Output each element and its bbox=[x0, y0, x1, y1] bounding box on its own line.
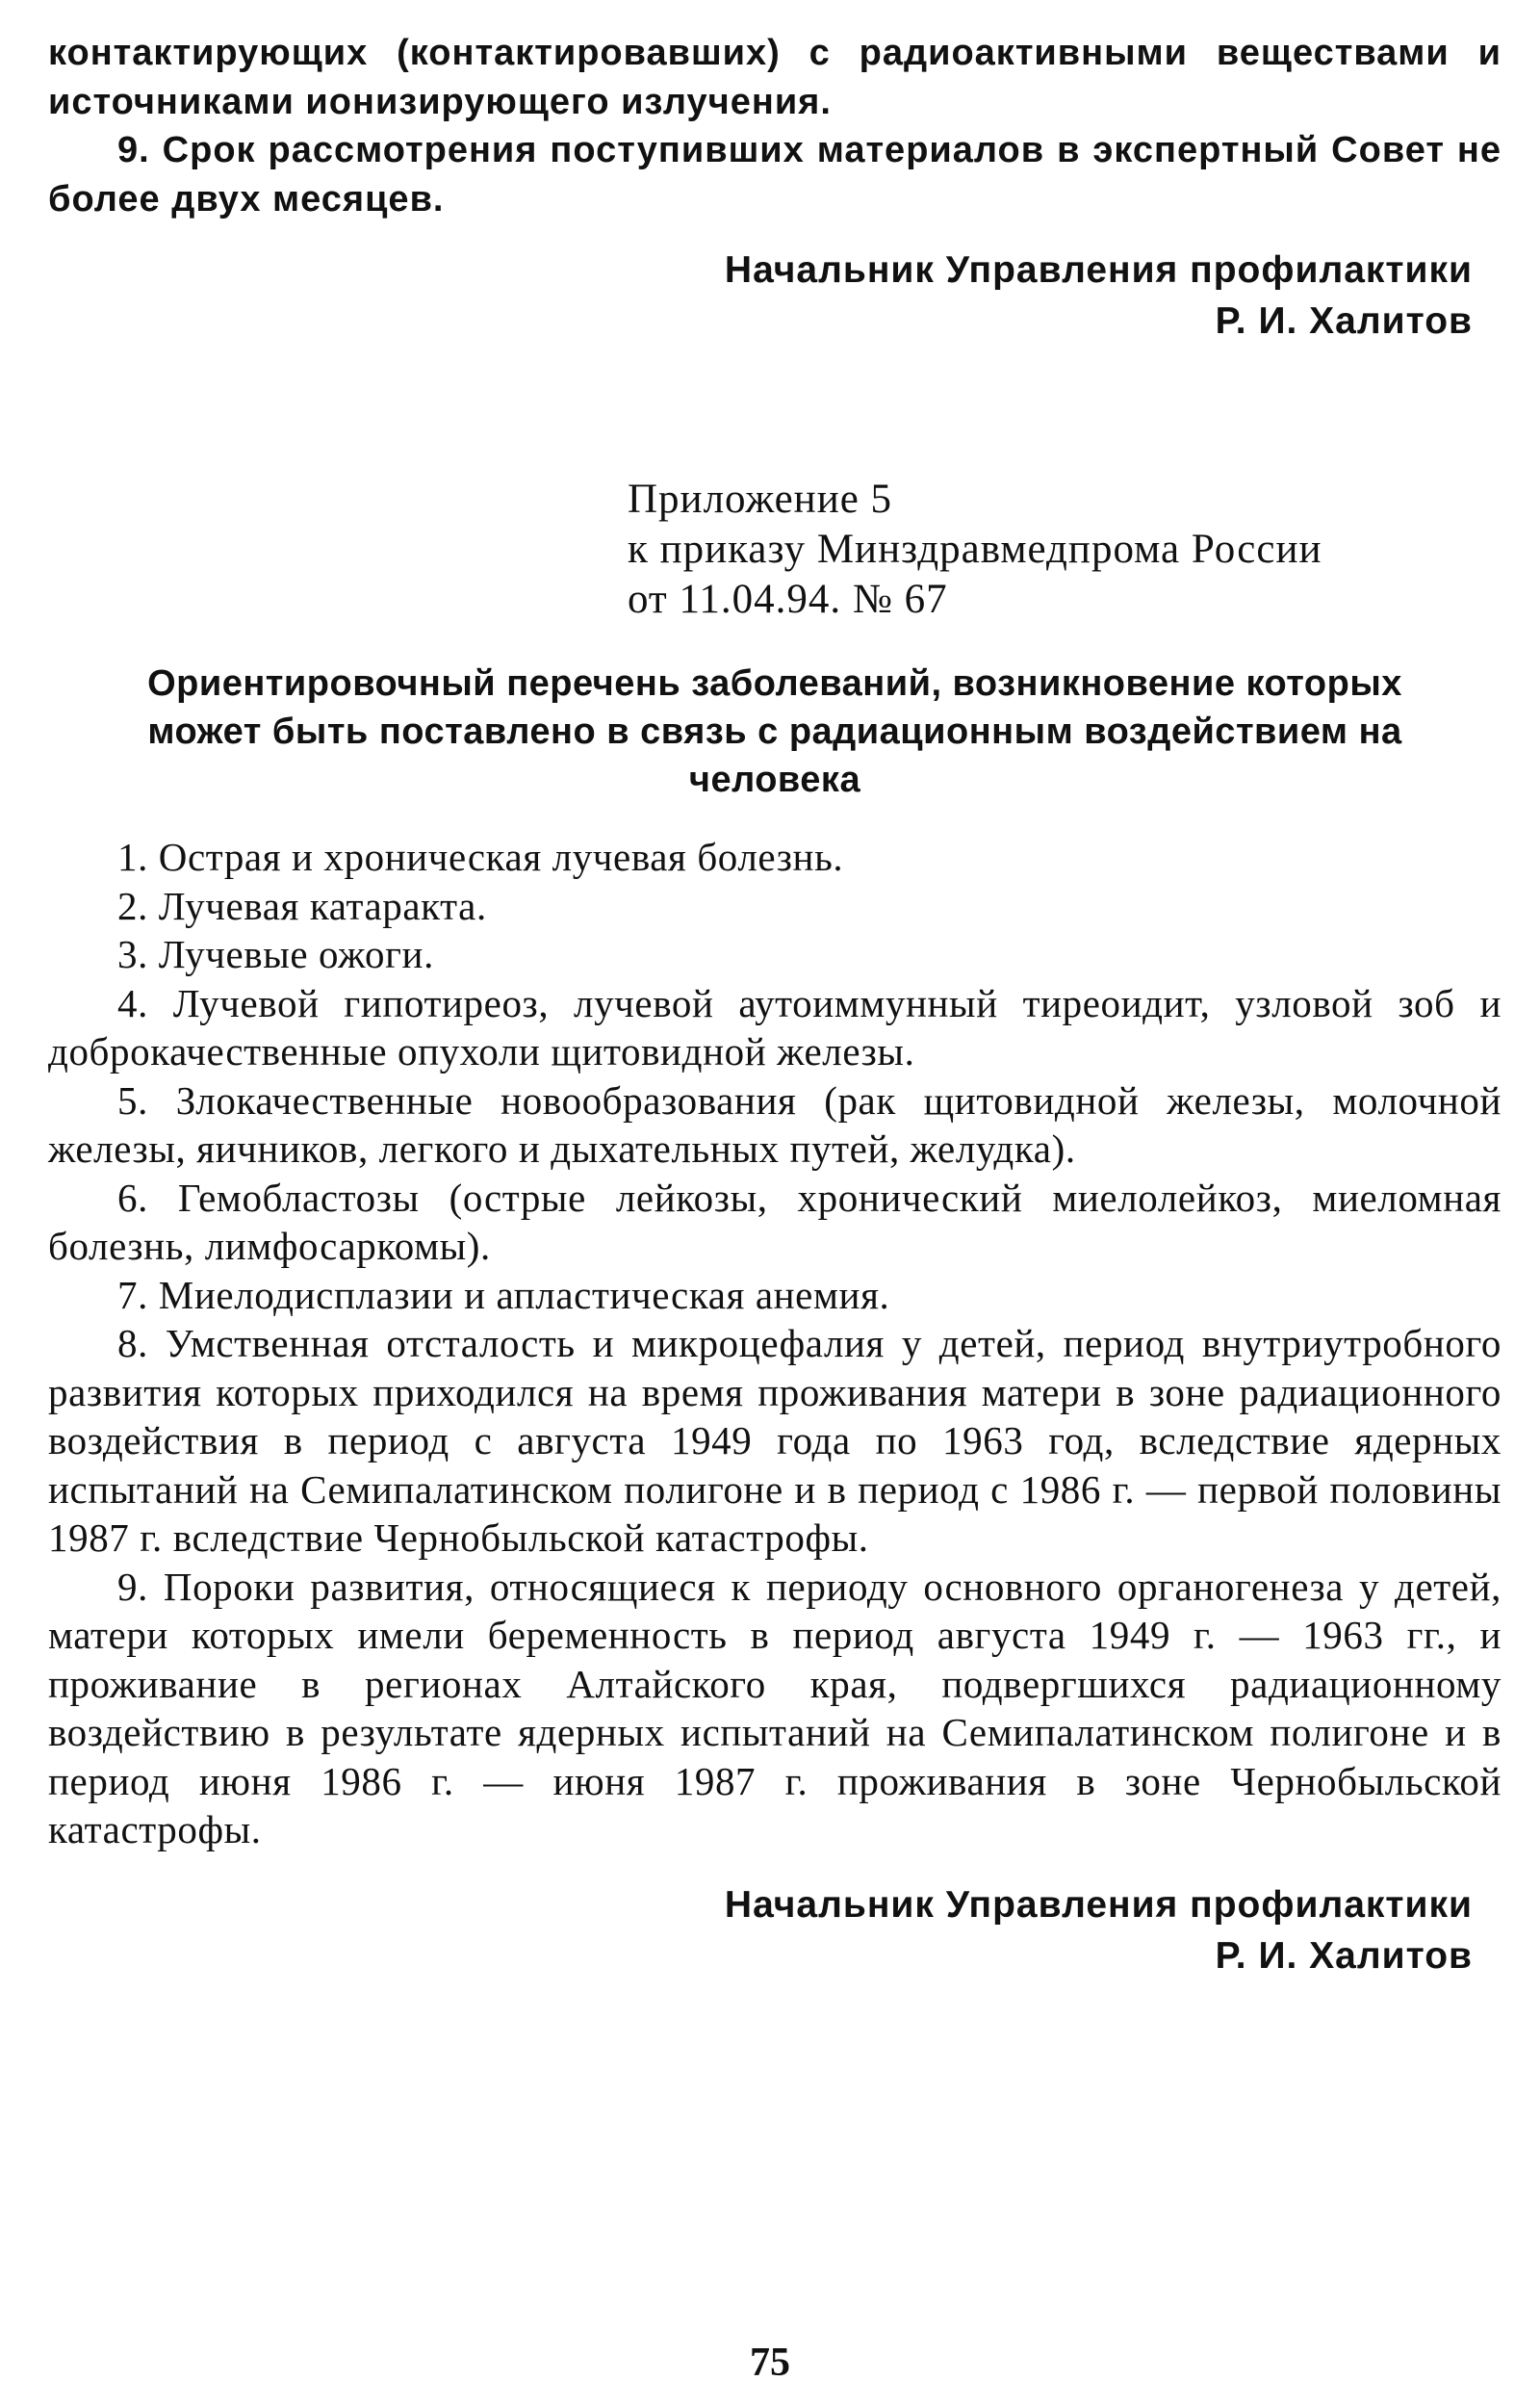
expert-council-deadline: 9. Срок рассмотрения поступивших материалов в экспертный Совет не более двух месяцев. bbox=[48, 130, 1502, 220]
disease-list bbox=[48, 833, 1502, 1854]
appendix-number: Приложение 5 bbox=[628, 477, 893, 522]
list-item: 6. Гемобластозы (острые лейкозы, хронический миелолейкоз, миеломная болезнь, лимфосаркомы). bbox=[48, 1175, 1502, 1268]
list-item: 8. Умственная отсталость и микроцефалия у детей, период внутриутробного развития которых приходился на время проживания матери в зоне радиационного воздействия в период с августа 1949 года по 1963 год, вследствие ядерных испытаний на Семипалатинском полигоне и в период с 1986 г. — первой половины 1987 г. вследствие Чернобыльской катастрофы. bbox=[48, 1321, 1502, 1560]
list-item: 2. Лучевая катаракта. bbox=[117, 883, 487, 928]
page-number: 75 bbox=[750, 2341, 790, 2385]
appendix-header bbox=[628, 475, 1502, 625]
signature-block-top bbox=[48, 245, 1473, 347]
continuation-paragraph: контактирующих (контактировавших) с радиоактивными веществами и источниками ионизирующего излучения. bbox=[48, 33, 1502, 122]
list-item: 5. Злокачественные новообразования (рак щитовидной железы, молочной железы, яичников, легкого и дыхательных путей, желудка). bbox=[48, 1077, 1502, 1171]
signature-name: Р. И. Халитов bbox=[1215, 300, 1473, 342]
appendix-order-ref: к приказу Минздравмедпрома России bbox=[628, 527, 1322, 572]
signature-block-bottom bbox=[48, 1879, 1473, 1981]
document-page bbox=[48, 29, 1502, 1981]
list-item: 3. Лучевые ожоги. bbox=[117, 932, 434, 976]
list-item: 9. Пороки развития, относящиеся к периоду основного органогенеза у детей, матери которых имели беременность в период августа 1949 г. — 1963 гг., и проживание в регионах Алтайского края, подвергшихся радиационному воздействию в результате ядерных испытаний на Семипалатинском полигоне и в период июня 1986 г. — июня 1987 г. проживания в зоне Чернобыльской катастрофы. bbox=[48, 1564, 1502, 1851]
list-item: 7. Миелодисплазии и апластическая анемия. bbox=[117, 1272, 890, 1317]
signature-name: Р. И. Халитов bbox=[1215, 1934, 1473, 1977]
appendix-order-date: от 11.04.94. № 67 bbox=[628, 577, 948, 622]
signature-position: Начальник Управления профилактики bbox=[724, 249, 1473, 291]
list-item: 1. Острая и хроническая лучевая болезнь. bbox=[117, 835, 844, 879]
list-item: 4. Лучевой гипотиреоз, лучевой аутоиммунный тиреоидит, узловой зоб и доброкачественные опухоли щитовидной железы. bbox=[48, 980, 1502, 1074]
document-title: Ориентировочный перечень заболеваний, возникновение которых может быть поставлено в связь с радиационным воздействием на человека bbox=[147, 663, 1402, 800]
signature-position: Начальник Управления профилактики bbox=[724, 1883, 1473, 1926]
